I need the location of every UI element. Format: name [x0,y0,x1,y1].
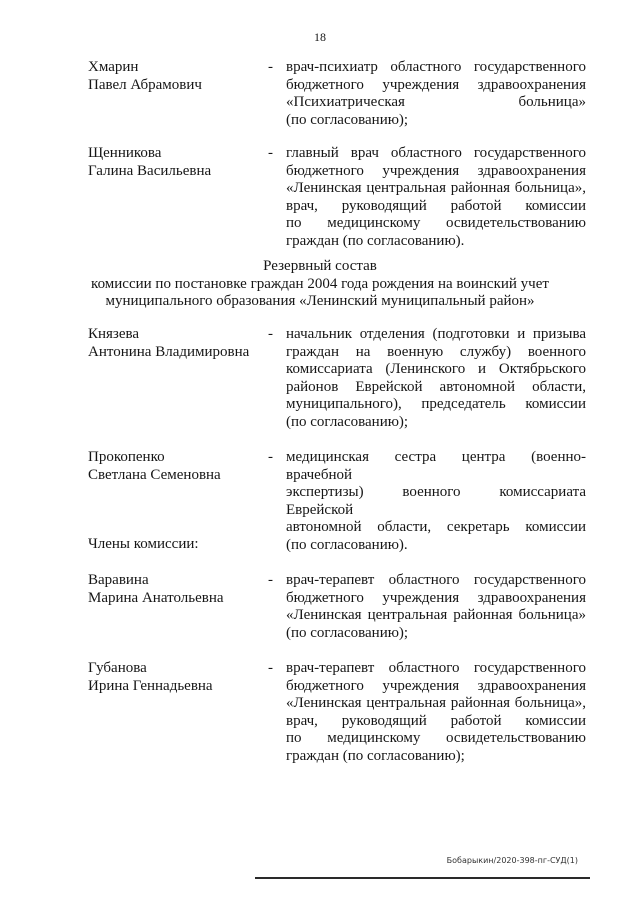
person-surname: Князева [88,326,140,342]
desc-line: врач, руководящий работой комиссии [286,712,586,729]
desc-line: (по согласованию); [286,624,409,641]
person-name [88,59,268,94]
person-name [88,449,268,484]
entry-dash: - [268,660,273,676]
person-given-name: Светлана Семеновна [88,466,221,483]
page-number: 18 [314,30,326,44]
desc-line: экспертизы) военного комиссариата Еврейской [286,484,586,518]
person-surname: Хмарин [88,59,139,75]
desc-line: бюджетного учреждения здравоохранения [286,76,586,93]
entry-dash: - [268,145,273,161]
desc-line: «Психиатрическая больница» [286,94,586,110]
desc-line: муниципального), председатель комиссии [286,396,586,412]
members-label: Члены комиссии: [88,536,199,552]
entry-dash: - [268,326,273,342]
person-name [88,572,268,607]
desc-line: бюджетного учреждения здравоохранения [286,162,586,179]
desc-line: (по согласованию); [286,413,409,430]
section-title-line: комиссии по постановке граждан 2004 года рождения на воинский учет [91,275,549,292]
desc-line: бюджетного учреждения здравоохранения [286,677,586,694]
entry-dash: - [268,59,273,75]
desc-line: врач, руководящий работой комиссии [286,197,586,214]
person-name [88,326,268,361]
person-description [286,326,586,431]
desc-line: по медицинскому освидетельствованию [286,215,586,231]
person-surname: Щенникова [88,145,162,161]
desc-line: медицинская сестра центра (военно-врачебной [286,449,586,483]
person-name [88,145,268,180]
desc-line: (по согласованию); [286,111,409,128]
person-description [286,145,586,250]
desc-line: комиссариата (Ленинского и Октябрьского [286,361,586,377]
person-given-name: Павел Абрамович [88,76,202,93]
desc-line: автономной области, секретарь комиссии [286,519,586,535]
document-code: Бобарыкин/2020-398-пг-СУД(1) [446,856,578,865]
entry-dash: - [268,449,273,465]
person-surname: Губанова [88,660,147,676]
section-title-line: Резервный состав [263,258,377,274]
desc-line: врач-терапевт областного государственного [286,572,586,588]
desc-line: врач-терапевт областного государственного [286,660,586,676]
desc-line: бюджетного учреждения здравоохранения [286,589,586,606]
person-given-name: Галина Васильевна [88,162,212,179]
person-given-name: Антонина Владимировна [88,343,250,360]
desc-line: главный врач областного государственного [286,145,586,161]
person-name [88,660,268,695]
desc-line: граждан (по согласованию); [286,747,465,764]
desc-line: граждан на военную службу) военного [286,343,586,360]
desc-line: начальник отделения (подготовки и призыва [286,326,586,342]
bottom-rule [255,877,590,879]
desc-line: по медицинскому освидетельствованию [286,730,586,746]
desc-line: (по согласованию). [286,536,408,553]
entry-dash: - [268,572,273,588]
section-title-line: муниципального образования «Ленинский муниципальный район» [105,293,535,309]
person-given-name: Ирина Геннадьевна [88,677,213,694]
desc-line: «Ленинская центральная районная больница» [286,607,586,623]
section-title [0,258,640,311]
person-given-name: Марина Анатольевна [88,589,224,606]
desc-line: районов Еврейской автономной области, [286,378,586,395]
person-surname: Прокопенко [88,449,165,465]
desc-line: «Ленинская центральная районная больница», [286,180,586,196]
person-description [286,572,586,642]
person-description [286,660,586,765]
person-surname: Варавина [88,572,149,588]
desc-line: граждан (по согласованию). [286,232,465,249]
desc-line: врач-психиатр областного государственного [286,59,586,75]
desc-line: «Ленинская центральная районная больница», [286,695,586,711]
person-description [286,59,586,129]
person-description [286,449,586,554]
